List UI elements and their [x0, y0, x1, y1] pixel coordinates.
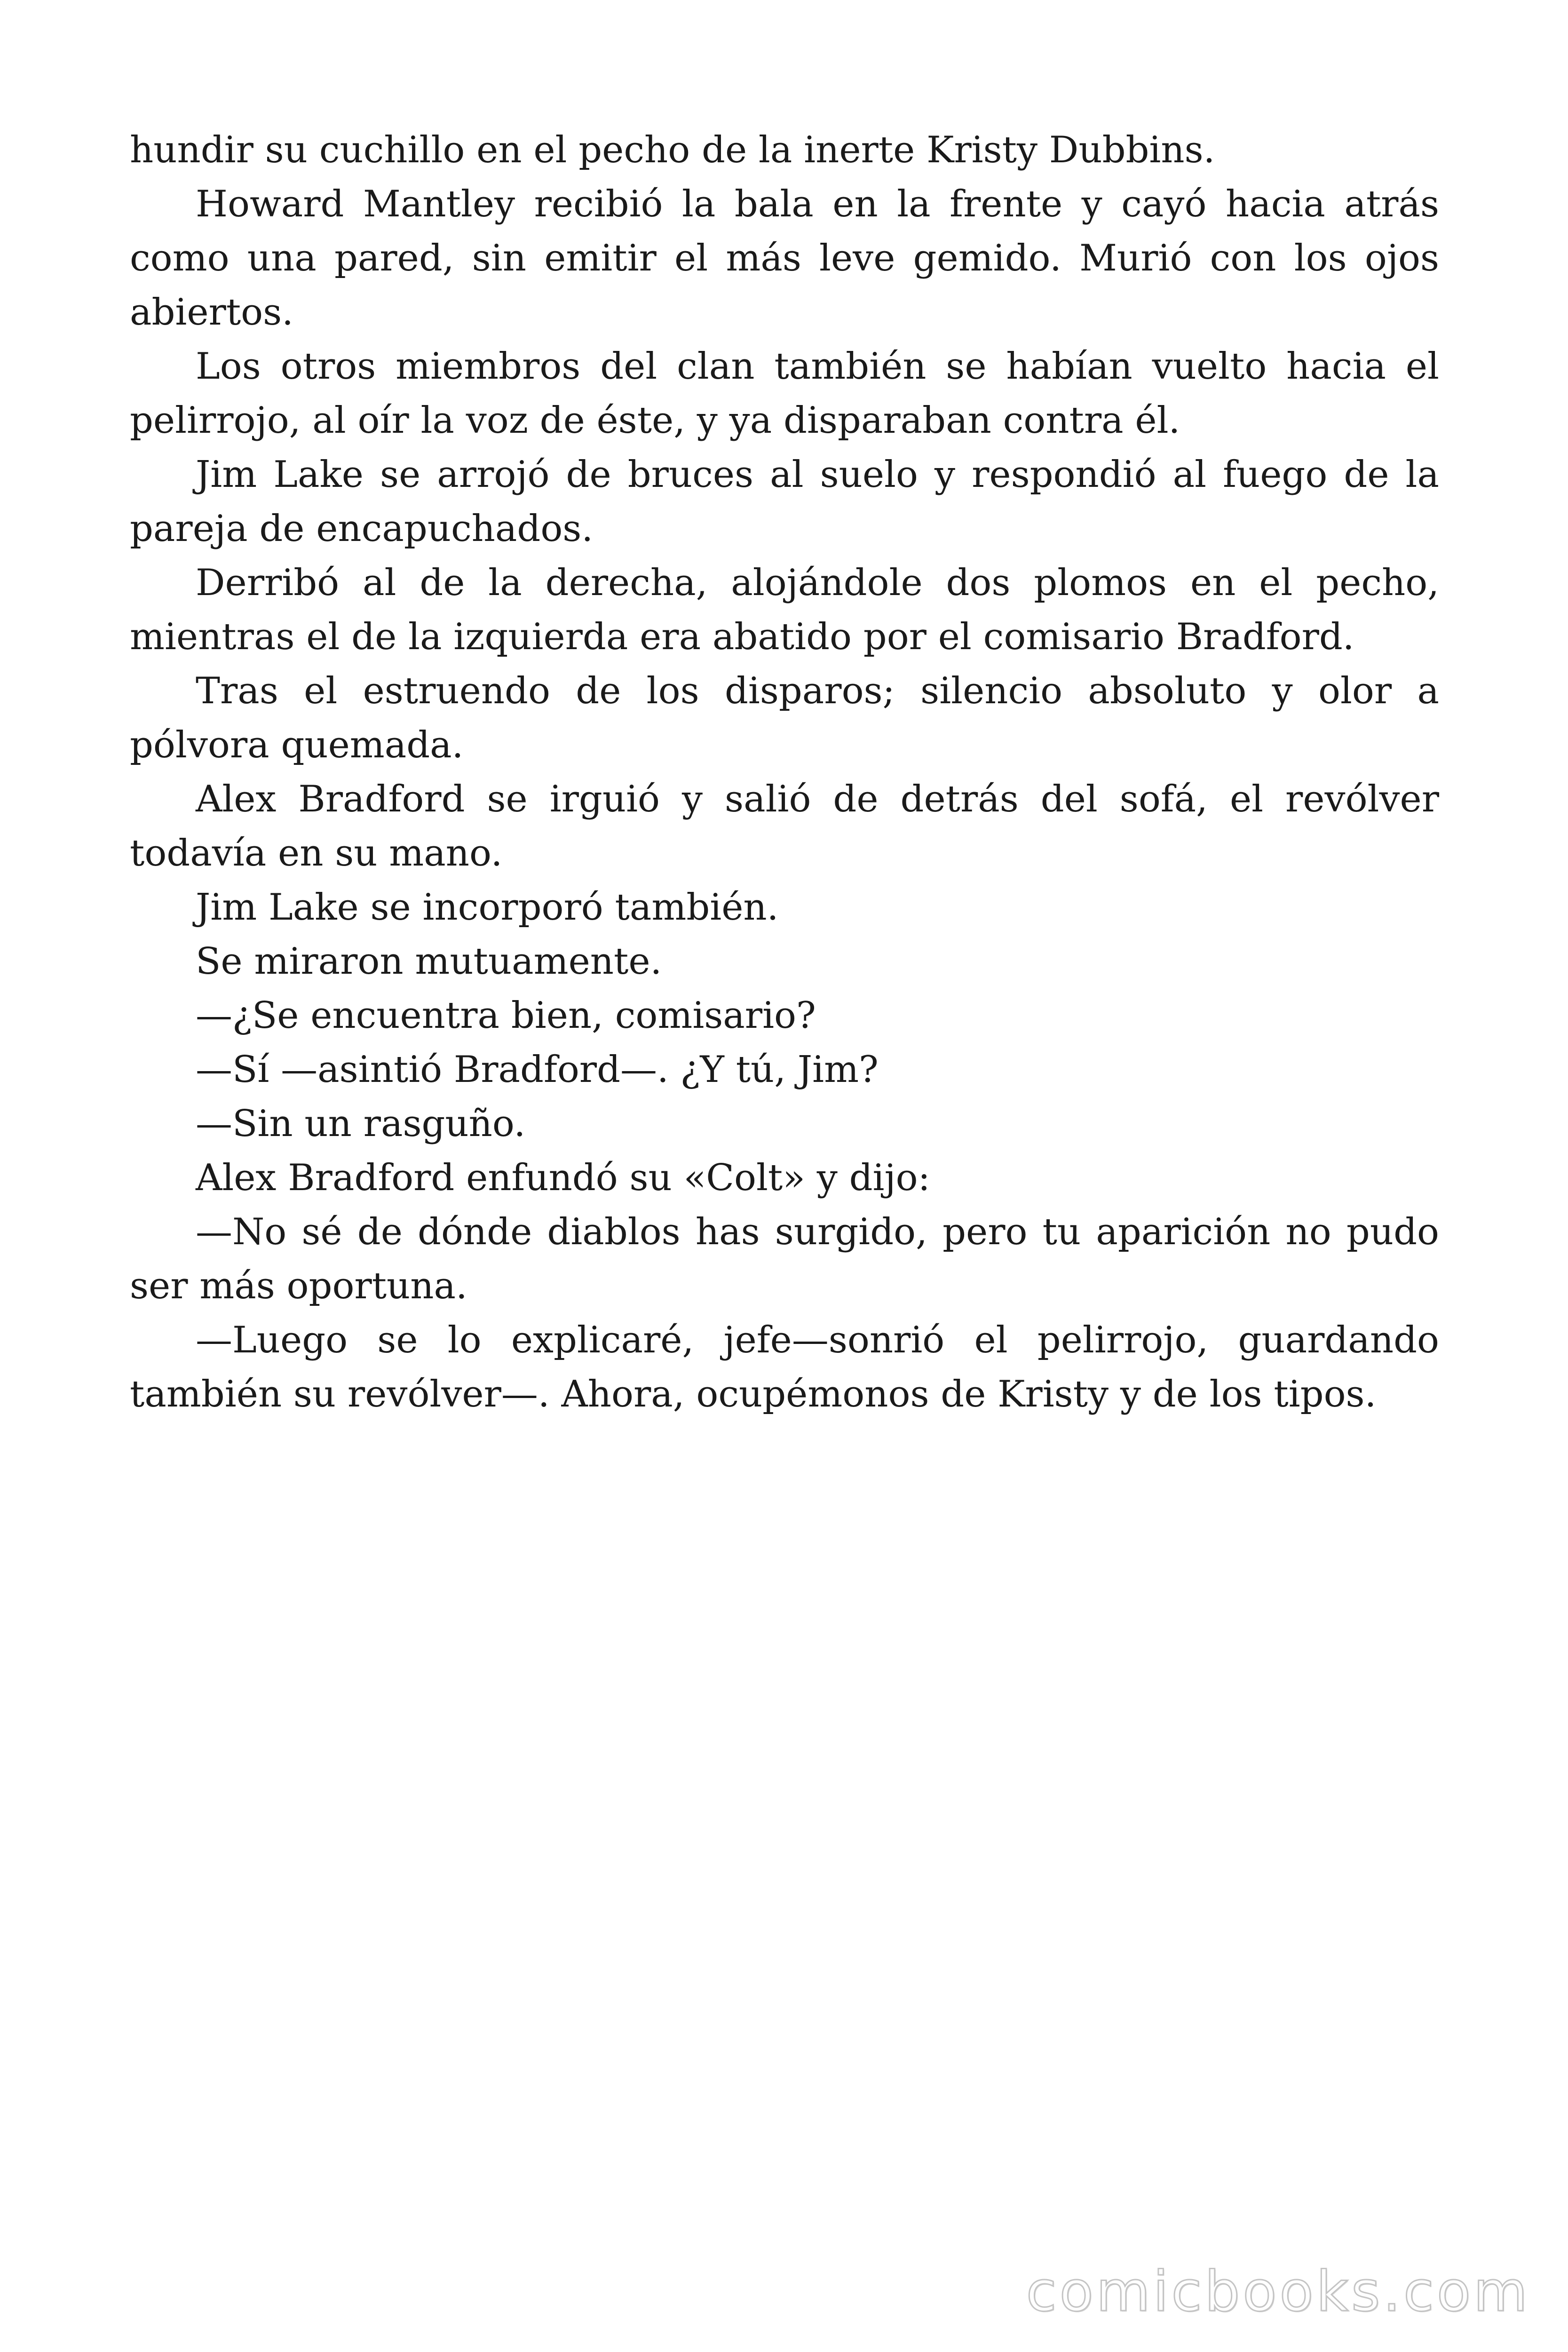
paragraph: Derribó al de la derecha, alojándole dos plomos en el pecho, mientras el de la izquierda era abatido por el comisario Bradford. [130, 562, 1439, 658]
paragraph: Alex Bradford se irguió y salió de detrás del sofá, el revólver todavía en su mano. [130, 778, 1439, 874]
paragraph: —Sin un rasguño. [196, 1103, 526, 1145]
body-text [130, 123, 1439, 1422]
paragraph: Tras el estruendo de los disparos; silencio absoluto y olor a pólvora quemada. [130, 670, 1439, 766]
paragraph: Los otros miembros del clan también se habían vuelto hacia el pelirrojo, al oír la voz de éste, y ya disparaban contra él. [130, 345, 1439, 442]
paragraph: Se miraron mutuamente. [196, 940, 662, 983]
paragraph: Jim Lake se incorporó también. [196, 886, 779, 929]
paragraph: Jim Lake se arrojó de bruces al suelo y respondió al fuego de la pareja de encapuchados. [130, 453, 1439, 550]
watermark: comicbooks.com [1026, 2259, 1530, 2324]
paragraph: Alex Bradford enfundó su «Colt» y dijo: [196, 1157, 930, 1199]
paragraph: Howard Mantley recibió la bala en la frente y cayó hacia atrás como una pared, sin emitir el más leve gemido. Murió con los ojos abiertos. [130, 183, 1439, 334]
paragraph: —¿Se encuentra bien, comisario? [196, 994, 816, 1037]
paragraph: —No sé de dónde diablos has surgido, pero tu aparición no pudo ser más oportuna. [130, 1211, 1439, 1307]
paragraph: hundir su cuchillo en el pecho de la inerte Kristy Dubbins. [130, 129, 1215, 171]
paragraph: —Luego se lo explicaré, jefe—sonrió el pelirrojo, guardando también su revólver—. Ahora, ocupémonos de Kristy y de los tipos. [130, 1319, 1439, 1415]
paragraph: —Sí —asintió Bradford—. ¿Y tú, Jim? [196, 1049, 879, 1091]
